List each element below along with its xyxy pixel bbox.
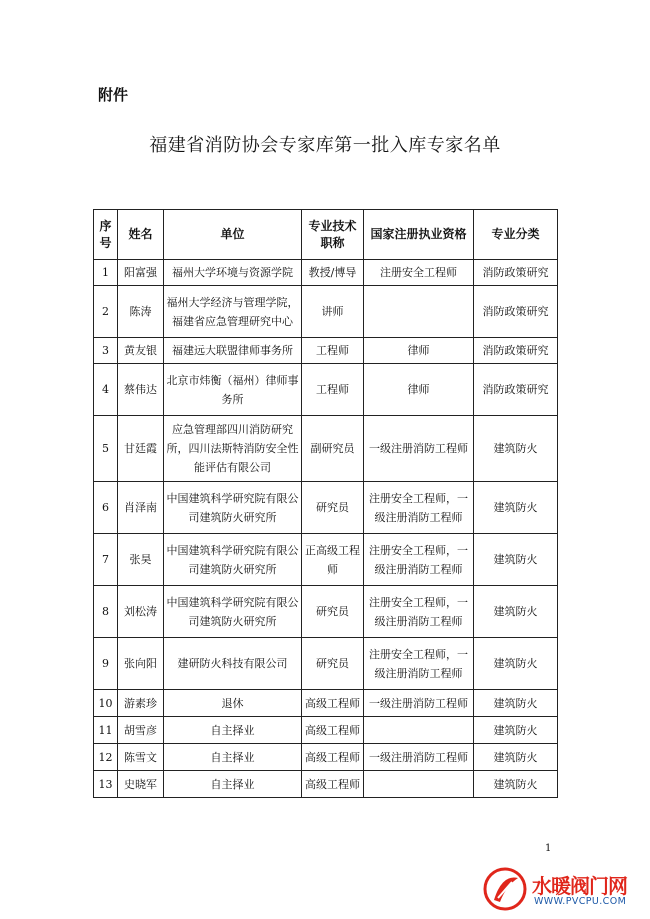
cell-cert: 注册安全工程师，一级注册消防工程师 (364, 638, 474, 690)
cell-title: 工程师 (302, 364, 364, 416)
cell-title: 教授/博导 (302, 260, 364, 286)
cell-name: 黄友银 (118, 338, 164, 364)
cell-cert: 一级注册消防工程师 (364, 744, 474, 771)
table-row (94, 416, 558, 482)
cell-unit: 福州大学环境与资源学院 (164, 260, 302, 286)
cell-unit: 北京市炜衡（福州）律师事务所 (164, 364, 302, 416)
cell-cert: 一级注册消防工程师 (364, 416, 474, 482)
cell-title: 讲师 (302, 286, 364, 338)
table-row (94, 364, 558, 416)
cell-unit: 中国建筑科学研究院有限公司建筑防火研究所 (164, 482, 302, 534)
header-no: 序号 (94, 210, 118, 260)
cell-unit: 自主择业 (164, 717, 302, 744)
cell-category: 建筑防火 (474, 586, 558, 638)
cell-unit: 退休 (164, 690, 302, 717)
cell-cert: 一级注册消防工程师 (364, 690, 474, 717)
table-row (94, 717, 558, 744)
table-row (94, 338, 558, 364)
cell-cert (364, 717, 474, 744)
cell-no: 11 (94, 717, 118, 744)
attachment-label: 附件 (98, 86, 129, 104)
cell-title: 研究员 (302, 586, 364, 638)
cell-cert: 律师 (364, 364, 474, 416)
table-row (94, 771, 558, 798)
watermark-logo-icon (482, 866, 528, 912)
cell-no: 2 (94, 286, 118, 338)
watermark-url: WWW.PVCPU.COM (534, 896, 627, 907)
document-title: 福建省消防协会专家库第一批入库专家名单 (149, 135, 501, 156)
cell-name: 蔡伟达 (118, 364, 164, 416)
cell-no: 6 (94, 482, 118, 534)
cell-no: 8 (94, 586, 118, 638)
cell-unit: 福建远大联盟律师事务所 (164, 338, 302, 364)
cell-name: 刘松涛 (118, 586, 164, 638)
cell-cert: 注册安全工程师，一级注册消防工程师 (364, 534, 474, 586)
cell-unit: 中国建筑科学研究院有限公司建筑防火研究所 (164, 534, 302, 586)
header-name: 姓名 (118, 210, 164, 260)
table-row (94, 534, 558, 586)
cell-category: 建筑防火 (474, 690, 558, 717)
header-category: 专业分类 (474, 210, 558, 260)
cell-category: 建筑防火 (474, 482, 558, 534)
cell-no: 1 (94, 260, 118, 286)
cell-no: 3 (94, 338, 118, 364)
cell-unit: 建研防火科技有限公司 (164, 638, 302, 690)
cell-title: 副研究员 (302, 416, 364, 482)
cell-name: 甘廷霞 (118, 416, 164, 482)
cell-title: 正高级工程师 (302, 534, 364, 586)
cell-name: 肖泽南 (118, 482, 164, 534)
cell-no: 12 (94, 744, 118, 771)
cell-category: 建筑防火 (474, 744, 558, 771)
table-row (94, 638, 558, 690)
cell-name: 陈涛 (118, 286, 164, 338)
cell-unit: 自主择业 (164, 771, 302, 798)
cell-category: 建筑防火 (474, 534, 558, 586)
cell-title: 高级工程师 (302, 744, 364, 771)
cell-no: 13 (94, 771, 118, 798)
table-row (94, 286, 558, 338)
cell-name: 游素珍 (118, 690, 164, 717)
cell-category: 建筑防火 (474, 638, 558, 690)
cell-cert: 注册安全工程师，一级注册消防工程师 (364, 482, 474, 534)
cell-category: 消防政策研究 (474, 364, 558, 416)
cell-title: 研究员 (302, 482, 364, 534)
table-row (94, 482, 558, 534)
cell-title: 高级工程师 (302, 771, 364, 798)
header-title: 专业技术职称 (302, 210, 364, 260)
watermark (482, 866, 642, 914)
cell-unit: 中国建筑科学研究院有限公司建筑防火研究所 (164, 586, 302, 638)
table-row (94, 586, 558, 638)
header-unit: 单位 (164, 210, 302, 260)
cell-category: 消防政策研究 (474, 260, 558, 286)
cell-title: 高级工程师 (302, 690, 364, 717)
table-row (94, 690, 558, 717)
header-cert: 国家注册执业资格 (364, 210, 474, 260)
cell-category: 建筑防火 (474, 717, 558, 744)
cell-title: 研究员 (302, 638, 364, 690)
cell-category: 消防政策研究 (474, 286, 558, 338)
cell-cert: 注册安全工程师，一级注册消防工程师 (364, 586, 474, 638)
table-row (94, 744, 558, 771)
cell-unit: 应急管理部四川消防研究所，四川法斯特消防安全性能评估有限公司 (164, 416, 302, 482)
cell-cert: 律师 (364, 338, 474, 364)
table-row (94, 260, 558, 286)
cell-name: 张昊 (118, 534, 164, 586)
cell-cert: 注册安全工程师 (364, 260, 474, 286)
cell-category: 建筑防火 (474, 416, 558, 482)
table-header-row (94, 210, 558, 260)
cell-category: 建筑防火 (474, 771, 558, 798)
cell-no: 5 (94, 416, 118, 482)
cell-name: 史晓军 (118, 771, 164, 798)
page-number: 1 (545, 843, 552, 854)
cell-no: 4 (94, 364, 118, 416)
cell-no: 9 (94, 638, 118, 690)
cell-no: 10 (94, 690, 118, 717)
expert-table (93, 209, 558, 798)
cell-cert (364, 286, 474, 338)
cell-name: 阳富强 (118, 260, 164, 286)
cell-name: 张向阳 (118, 638, 164, 690)
cell-no: 7 (94, 534, 118, 586)
cell-name: 陈雪文 (118, 744, 164, 771)
watermark-text: 水暖阀门网 (532, 874, 627, 898)
cell-unit: 自主择业 (164, 744, 302, 771)
cell-cert (364, 771, 474, 798)
cell-category: 消防政策研究 (474, 338, 558, 364)
cell-title: 高级工程师 (302, 717, 364, 744)
cell-unit: 福州大学经济与管理学院，福建省应急管理研究中心 (164, 286, 302, 338)
cell-name: 胡雪彦 (118, 717, 164, 744)
cell-title: 工程师 (302, 338, 364, 364)
